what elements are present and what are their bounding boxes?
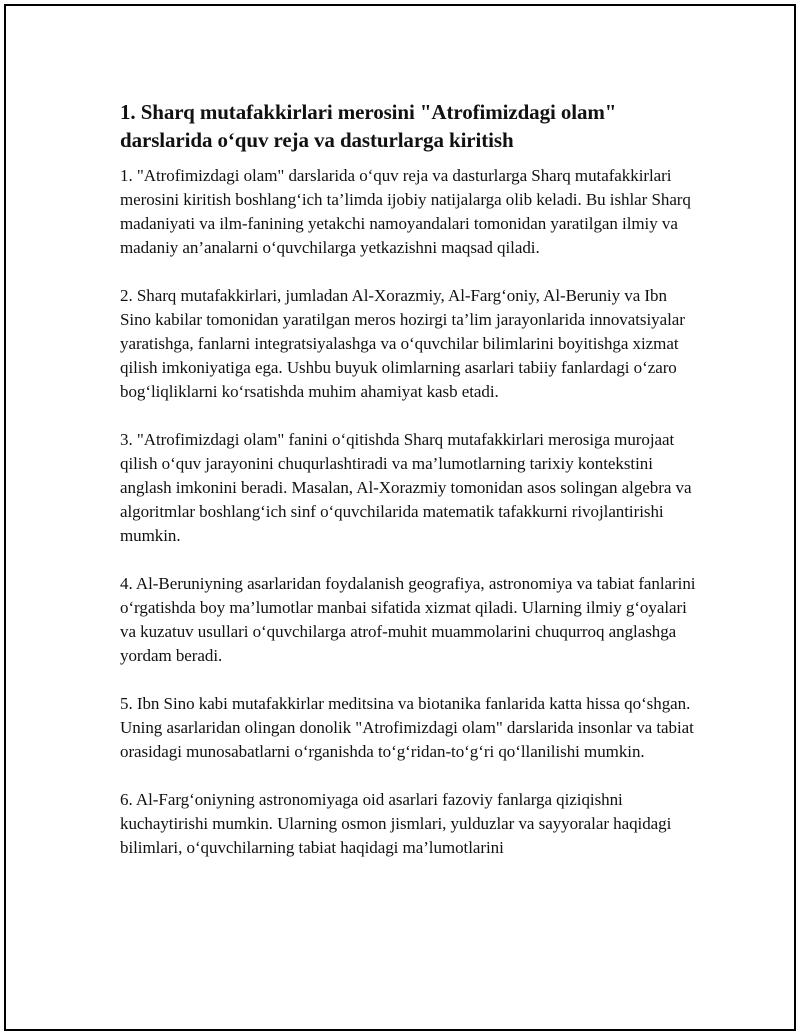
document-page	[4, 4, 796, 1031]
document-body	[120, 98, 700, 884]
paragraph-1: 1. "Atrofimizdagi olam" darslarida o‘quv reja va dasturlarga Sharq mutafakkirlari merosini kiritish boshlang‘ich ta’limda ijobiy natijalarga olib keladi. Bu ishlar Sharq madaniyati va ilm-fanining yetakchi namoyandalari tomonidan yaratilgan ilmiy va madaniy an’analarni o‘quvchilarga yetkazishni maqsad qiladi.	[120, 166, 691, 257]
paragraph-2: 2. Sharq mutafakkirlari, jumladan Al-Xorazmiy, Al-Farg‘oniy, Al-Beruniy va Ibn Sino kabilar tomonidan yaratilgan meros hozirgi ta’lim jarayonlarida innovatsiyalar yaratishga, fanlarni integratsiyalashga va o‘quvchilar bilimlarini boyitishga xizmat qilish imkoniyatiga ega. Ushbu buyuk olimlarning asarlari tabiiy fanlardagi o‘zaro bog‘liqliklarni ko‘rsatishda muhim ahamiyat kasb etadi.	[120, 286, 685, 401]
section-heading: 1. Sharq mutafakkirlari merosini "Atrofimizdagi olam" darslarida o‘quv reja va dasturlarga kiritish	[120, 100, 617, 152]
paragraph-4: 4. Al-Beruniyning asarlaridan foydalanish geografiya, astronomiya va tabiat fanlarini o‘rgatishda boy ma’lumotlar manbai sifatida xizmat qiladi. Ularning ilmiy g‘oyalari va kuzatuv usullari o‘quvchilarga atrof-muhit muammolarini chuqurroq anglashga yordam beradi.	[120, 574, 696, 665]
paragraph-3: 3. "Atrofimizdagi olam" fanini o‘qitishda Sharq mutafakkirlari merosiga murojaat qilish o‘quv jarayonini chuqurlashtiradi va ma’lumotlarning tarixiy kontekstini anglash imkonini beradi. Masalan, Al-Xorazmiy tomonidan asos solingan algebra va algoritmlar boshlang‘ich sinf o‘quvchilarida matematik tafakkurni rivojlantirishi mumkin.	[120, 430, 692, 545]
paragraph-5: 5. Ibn Sino kabi mutafakkirlar meditsina va biotanika fanlarida katta hissa qo‘shgan. Uning asarlaridan olingan donolik "Atrofimizdagi olam" darslarida insonlar va tabiat orasidagi munosabatlarni o‘rganishda to‘g‘ridan-to‘g‘ri qo‘llanilishi mumkin.	[120, 694, 694, 761]
paragraph-6: 6. Al-Farg‘oniyning astronomiyaga oid asarlari fazoviy fanlarga qiziqishni kuchaytirishi mumkin. Ularning osmon jismlari, yulduzlar va sayyoralar haqidagi bilimlari, o‘quvchilarning tabiat haqidagi ma’lumotlarini	[120, 790, 672, 857]
